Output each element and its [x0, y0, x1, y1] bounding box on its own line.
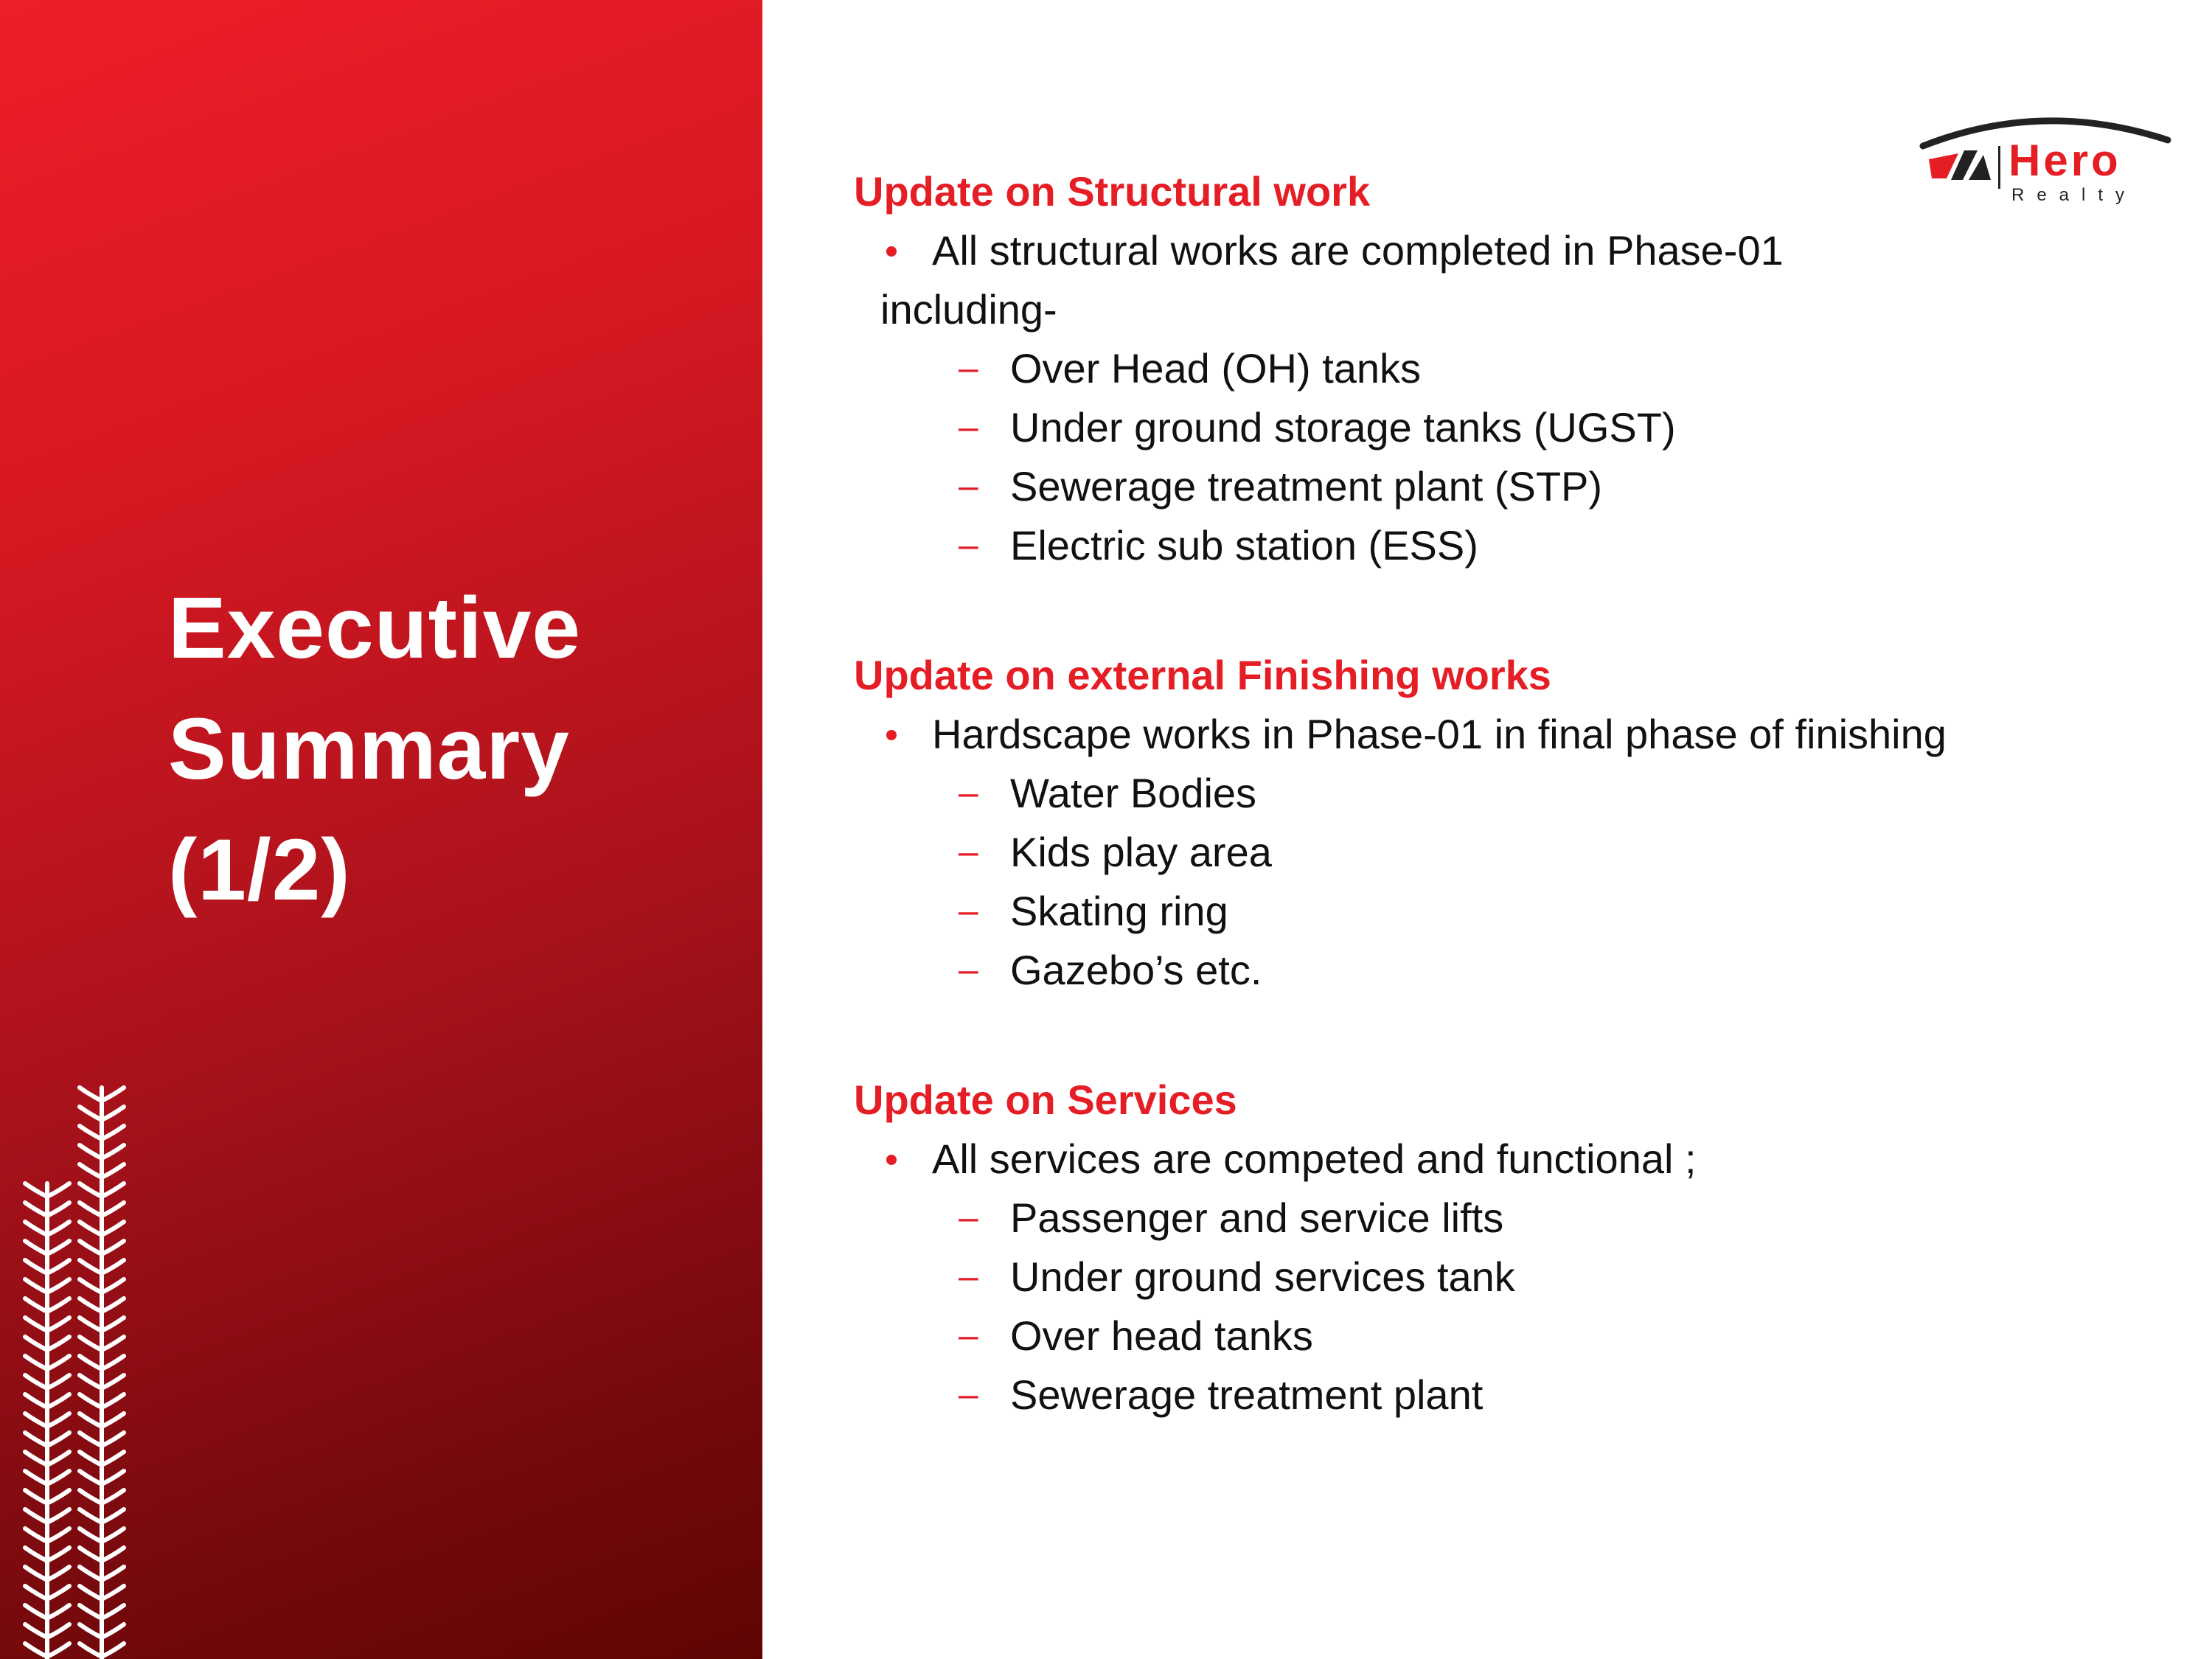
dash-icon: –: [959, 408, 978, 447]
logo-brand-text: Hero: [2008, 136, 2121, 185]
bullet-dot-icon: [886, 246, 897, 257]
slide-title: [168, 568, 581, 931]
dash-icon: –: [959, 1198, 978, 1237]
dash-icon: –: [959, 1316, 978, 1355]
bullet-text: All services are competed and functional ;: [932, 1135, 1697, 1182]
dash-icon: –: [959, 526, 978, 565]
sub-item-text: Sewerage treatment plant (STP): [1010, 463, 1603, 509]
section-heading: Update on Structural work: [854, 168, 1371, 215]
bullet-dot-icon: [886, 1155, 897, 1165]
bullet-item: [854, 1130, 2107, 1189]
bullet-continuation: including-: [880, 286, 1057, 333]
sub-item: [854, 457, 2107, 516]
sub-item: [854, 823, 2107, 882]
left-title-panel: [0, 0, 762, 1659]
section-external-finishing: [854, 646, 2107, 1000]
section-heading: Update on Services: [854, 1077, 1237, 1123]
sub-list: [854, 764, 2107, 1000]
sub-item-text: Gazebo’s etc.: [1010, 947, 1262, 993]
sub-item-text: Over Head (OH) tanks: [1010, 345, 1422, 392]
sub-item: [854, 398, 2107, 457]
wheat-decoration-icon: [19, 1073, 137, 1659]
slide-title-line-3: (1/2): [168, 821, 351, 919]
bullet-item: [854, 221, 2107, 280]
logo-tagline-text: Realty: [2011, 185, 2138, 205]
slide-title-line-2: Summary: [168, 700, 570, 798]
sub-list: [854, 1189, 2107, 1425]
bullet-text: All structural works are completed in Phase-01: [932, 227, 1784, 274]
bullet-item: [854, 705, 2107, 764]
sub-list: [854, 339, 2107, 575]
sub-item-text: Electric sub station (ESS): [1010, 522, 1478, 568]
sub-item-text: Sewerage treatment plant: [1010, 1371, 1484, 1418]
sub-item: [854, 882, 2107, 941]
dash-icon: –: [959, 950, 978, 990]
sub-item: [854, 1366, 2107, 1425]
section-structural-work: [854, 162, 2107, 575]
section-heading: Update on external Finishing works: [854, 652, 1551, 698]
bullet-text: Hardscape works in Phase-01 in final phase of finishing: [932, 711, 1947, 757]
sub-item: [854, 1307, 2107, 1366]
content-area: [854, 162, 2107, 1495]
dash-icon: –: [959, 773, 978, 813]
sub-item: [854, 339, 2107, 398]
slide-title-line-1: Executive: [168, 580, 581, 677]
bullet-dot-icon: [886, 730, 897, 740]
sub-item: [854, 941, 2107, 1000]
sub-item-text: Under ground storage tanks (UGST): [1010, 404, 1676, 451]
dash-icon: –: [959, 1375, 978, 1414]
sub-item-text: Skating ring: [1010, 888, 1228, 934]
dash-icon: –: [959, 1257, 978, 1296]
dash-icon: –: [959, 832, 978, 872]
sub-item-text: Over head tanks: [1010, 1312, 1313, 1359]
dash-icon: –: [959, 891, 978, 931]
sub-item: [854, 516, 2107, 575]
dash-icon: –: [959, 467, 978, 506]
sub-item-text: Passenger and service lifts: [1010, 1194, 1504, 1241]
sub-item: [854, 764, 2107, 823]
sub-item: [854, 1189, 2107, 1248]
section-services: [854, 1071, 2107, 1425]
sub-item-text: Water Bodies: [1010, 770, 1257, 816]
sub-item-text: Kids play area: [1010, 829, 1272, 875]
dash-icon: –: [959, 349, 978, 388]
sub-item: [854, 1248, 2107, 1307]
sub-item-text: Under ground services tank: [1010, 1253, 1515, 1300]
